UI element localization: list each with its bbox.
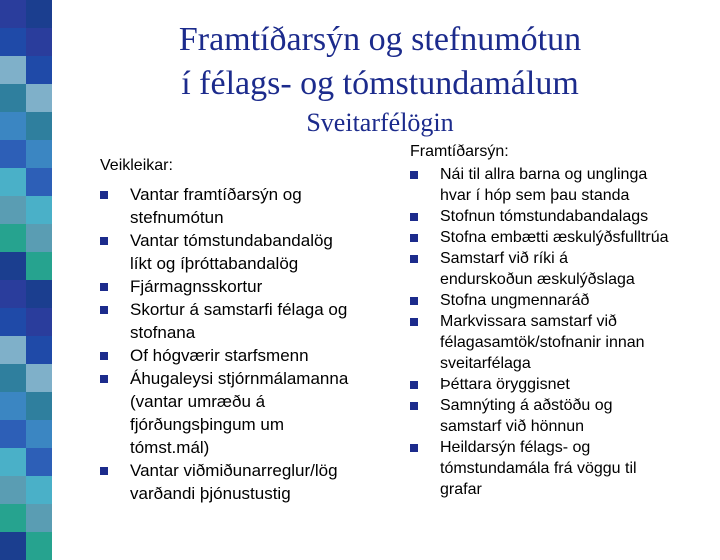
decorative-tile [0, 420, 26, 448]
square-bullet-icon [100, 306, 108, 314]
vision-item [410, 248, 710, 290]
square-bullet-icon [410, 381, 418, 389]
decorative-tile [0, 0, 26, 28]
weakness-item-text-line: tómst.mál) [130, 438, 210, 457]
square-bullet-icon [410, 255, 418, 263]
vision-item-text-line: Markvissara samstarf við [440, 313, 617, 330]
decorative-tile [0, 168, 26, 196]
square-bullet-icon [100, 467, 108, 475]
vision-item-text-line: Nái til allra barna og unglinga [440, 166, 648, 183]
decorative-tile [26, 0, 52, 28]
weakness-item [100, 229, 390, 275]
decorative-tile [0, 448, 26, 476]
vision-item-text-line: hvar í hóp sem þau standa [440, 187, 630, 204]
decorative-tile [26, 56, 52, 84]
decorative-tile [26, 504, 52, 532]
decorative-tile [0, 392, 26, 420]
decorative-tile [0, 140, 26, 168]
decorative-tile [0, 280, 26, 308]
decorative-tile [0, 112, 26, 140]
vision-item-text-line: sveitarfélaga [440, 355, 531, 372]
slide-title-line-1: Framtíðarsýn og stefnumótun [178, 21, 582, 58]
decorative-tile [0, 56, 26, 84]
square-bullet-icon [100, 283, 108, 291]
vision-item [410, 374, 710, 395]
square-bullet-icon [410, 444, 418, 452]
vision-item-text-line: Stofnun tómstundabandalags [440, 208, 649, 225]
square-bullet-icon [410, 213, 418, 221]
decorative-tile [26, 392, 52, 420]
decorative-tile [0, 504, 26, 532]
weakness-item [100, 367, 390, 459]
decorative-tile [26, 196, 52, 224]
square-bullet-icon [100, 352, 108, 360]
decorative-tile [26, 140, 52, 168]
square-bullet-icon [100, 191, 108, 199]
vision-item-text-line: grafar [440, 481, 482, 498]
vision-item [410, 206, 710, 227]
vision-item-text-line: samstarf við hönnun [440, 418, 585, 435]
vision-item-text-line: Þéttara öryggisnet [440, 376, 570, 393]
weakness-item [100, 459, 390, 505]
decorative-tile [26, 112, 52, 140]
decorative-tile [26, 224, 52, 252]
vision-item-text-line: félagasamtök/stofnanir innan [440, 334, 645, 351]
weakness-item-text-line: (vantar umræðu á [130, 392, 266, 411]
vision-item-text-line: Stofna embætti æskulýðsfulltrúa [440, 229, 669, 246]
vision-item [410, 311, 710, 374]
weakness-item-text-line: Vantar tómstundabandalög [130, 231, 333, 250]
weakness-item-text-line: fjórðungsþingum um [130, 415, 285, 434]
decorative-tile [0, 308, 26, 336]
weakness-item-text-line: stefnumótun [130, 208, 224, 227]
weakness-item-text-line: varðandi þjónustustig [130, 484, 291, 503]
decorative-tile [0, 476, 26, 504]
weakness-item [100, 183, 390, 229]
vision-item-text-line: Heildarsýn félags- og [440, 439, 591, 456]
decorative-tile [0, 224, 26, 252]
left-column-heading: Veikleikar: [100, 157, 173, 174]
slide-subtitle: Sveitarfélögin [306, 108, 454, 137]
weakness-item [100, 344, 390, 367]
weakness-item-text-line: stofnana [130, 323, 196, 342]
square-bullet-icon [410, 402, 418, 410]
square-bullet-icon [100, 375, 108, 383]
vision-item [410, 164, 710, 206]
weakness-item [100, 298, 390, 344]
square-bullet-icon [410, 297, 418, 305]
decorative-tile [0, 336, 26, 364]
vision-item [410, 290, 710, 311]
decorative-tile [0, 84, 26, 112]
decorative-tile [26, 308, 52, 336]
decorative-tile [26, 280, 52, 308]
vision-item [410, 395, 710, 437]
square-bullet-icon [410, 234, 418, 242]
decorative-tile [0, 196, 26, 224]
weakness-item-text-line: Of hógværir starfsmenn [130, 346, 309, 365]
weakness-item [100, 275, 390, 298]
weakness-item-text-line: líkt og íþróttabandalög [130, 254, 299, 273]
weakness-item-text-line: Áhugaleysi stjórnmálamanna [130, 369, 349, 388]
weaknesses-list [100, 183, 390, 505]
decorative-tile [26, 364, 52, 392]
vision-item-text-line: Samnýting á aðstöðu og [440, 397, 613, 414]
vision-item-text-line: tómstundamála frá vöggu til [440, 460, 637, 477]
decorative-tile [26, 84, 52, 112]
right-column-heading: Framtíðarsýn: [410, 143, 509, 160]
vision-item [410, 437, 710, 500]
decorative-tile [26, 420, 52, 448]
weakness-item-text-line: Vantar framtíðarsýn og [130, 185, 302, 204]
square-bullet-icon [410, 171, 418, 179]
decorative-tile [26, 532, 52, 560]
weakness-item-text-line: Vantar viðmiðunarreglur/lög [130, 461, 338, 480]
decorative-tile [26, 336, 52, 364]
vision-item-text-line: Stofna ungmennaráð [440, 292, 590, 309]
slide-title-line-2: í félags- og tómstundamálum [181, 65, 579, 102]
square-bullet-icon [100, 237, 108, 245]
decorative-tile [26, 168, 52, 196]
weakness-item-text-line: Skortur á samstarfi félaga og [130, 300, 348, 319]
decorative-tile [0, 532, 26, 560]
weakness-item-text-line: Fjármagnsskortur [130, 277, 263, 296]
decorative-tile [26, 448, 52, 476]
decorative-tile [26, 252, 52, 280]
vision-item [410, 227, 710, 248]
square-bullet-icon [410, 318, 418, 326]
decorative-tile [0, 364, 26, 392]
vision-item-text-line: Samstarf við ríki á [440, 250, 569, 267]
decorative-color-strip [0, 0, 52, 540]
vision-item-text-line: endurskoðun æskulýðslaga [440, 271, 635, 288]
decorative-tile [0, 28, 26, 56]
decorative-tile [26, 28, 52, 56]
vision-list [410, 164, 710, 500]
decorative-tile [0, 252, 26, 280]
decorative-tile [26, 476, 52, 504]
